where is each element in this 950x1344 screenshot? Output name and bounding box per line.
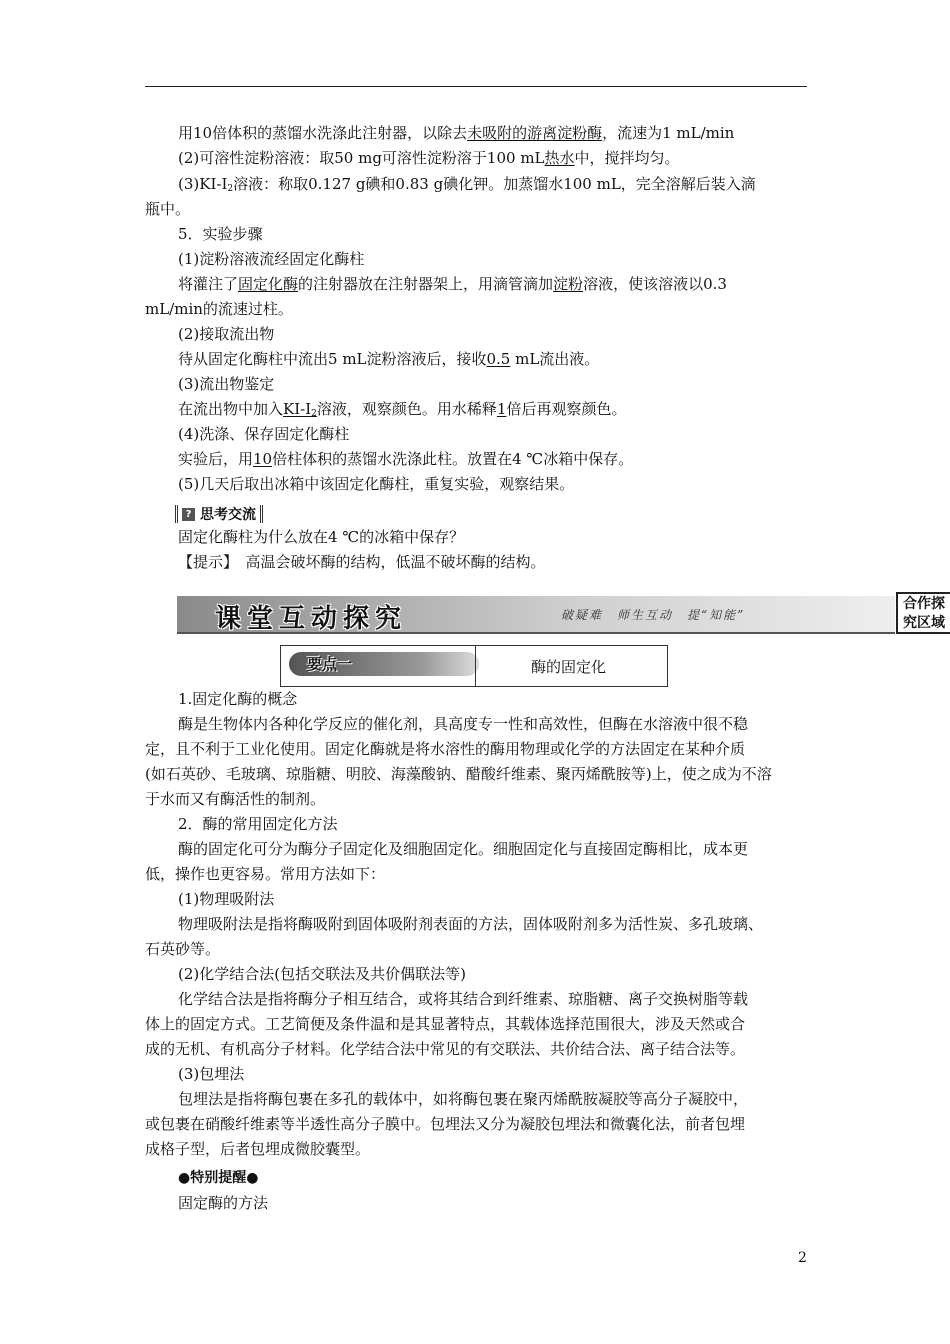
- body-line: 包埋法是指将酶包裹在多孔的载体中，如将酶包裹在聚丙烯酰胺凝胶等高分子凝胶中，: [178, 1090, 749, 1108]
- text-line: (2)可溶性淀粉溶液：取50 mg可溶性淀粉溶于100 mL热水中，搅拌均匀。: [178, 149, 680, 167]
- text-line: (5)几天后取出冰箱中该固定化酶柱，重复实验，观察结果。: [178, 475, 575, 493]
- text-line: (2)接取流出物: [178, 325, 275, 343]
- body-heading: 1.固定化酶的概念: [178, 690, 298, 708]
- keypoint-title: 酶的固定化: [531, 658, 607, 676]
- question-text: 固定化酶柱为什么放在4 ℃的冰箱中保存？: [178, 528, 465, 546]
- keypoint-box: [280, 645, 668, 687]
- body-line: 于水而又有酶活性的制剂。: [145, 790, 326, 808]
- hint-text: 【提示】 高温会破坏酶的结构，低温不破坏酶的结构。: [178, 553, 546, 571]
- body-line: 物理吸附法是指将酶吸附到固体吸附剂表面的方法，固体吸附剂多为活性炭、多孔玻璃、: [178, 915, 764, 933]
- banner-title: 课堂互动探究: [215, 604, 408, 634]
- body-line: (如石英砂、毛玻璃、琼脂糖、明胶、海藻酸钠、醋酸纤维素、聚丙烯酰胺等)上，使之成为不溶: [145, 765, 772, 783]
- text-line: 用10倍体积的蒸馏水洗涤此注射器，以除去未吸附的游离淀粉酶，流速为1 mL/min: [178, 124, 735, 142]
- header-rule: [145, 86, 807, 87]
- body-line: 成的无机、有机高分子材料。化学结合法中常见的有交联法、共价结合法、离子结合法等。: [145, 1040, 746, 1058]
- body-subheading: (1)物理吸附法: [178, 890, 275, 908]
- body-line: 定，且不利于工业化使用。固定化酶就是将水溶性的酶用物理或化学的方法固定在某种介质: [145, 740, 746, 758]
- question-icon: ?: [182, 508, 195, 521]
- body-line: 体上的固定方式。工艺简便及条件温和是其显著特点，其载体选择范围很大，涉及天然或合: [145, 1015, 746, 1033]
- text-line: (4)洗涤、保存固定化酶柱: [178, 425, 350, 443]
- body-line: 酶的固定化可分为酶分子固定化及细胞固定化。细胞固定化与直接固定酶相比，成本更: [178, 840, 749, 858]
- body-heading: 2．酶的常用固定化方法: [178, 815, 338, 833]
- body-line: 酶是生物体内各种化学反应的催化剂，具高度专一性和高效性，但酶在水溶液中很不稳: [178, 715, 749, 733]
- text-line: $(3)KI-I_2$溶液：称取0.127 g碘和0.83 g碘化钾。加蒸馏水100 mL，完全溶解后装入滴: [178, 175, 756, 194]
- text-line: 瓶中。: [145, 200, 191, 218]
- think-exchange-label: ? 思考交流: [175, 505, 263, 523]
- section-banner: [177, 596, 895, 634]
- keypoint-divider: [475, 646, 476, 686]
- body-line: 或包裹在硝酸纤维素等半透性高分子膜中。包埋法又分为凝胶包埋法和微囊化法，前者包埋: [145, 1115, 746, 1133]
- body-line: 固定酶的方法: [178, 1194, 269, 1212]
- text-line: 待从固定化酶柱中流出5 mL淀粉溶液后，接收0.5 mL流出液。: [178, 350, 600, 368]
- body-line: 低，操作也更容易。常用方法如下：: [145, 865, 386, 883]
- keypoint-label: 要点一: [289, 652, 479, 676]
- special-reminder-label: ●特别提醒●: [178, 1170, 259, 1186]
- body-subheading: (3)包埋法: [178, 1065, 245, 1083]
- side-tab: 合作探 究区域: [896, 592, 950, 634]
- step-heading: 5．实验步骤: [178, 225, 263, 243]
- text-line: 在流出物中加入$KI-I_2$溶液，观察颜色。用水稀释1倍后再观察颜色。: [178, 400, 627, 419]
- text-line: (3)流出物鉴定: [178, 375, 275, 393]
- text-line: (1)淀粉溶液流经固定化酶柱: [178, 250, 365, 268]
- page-number: 2: [798, 1250, 807, 1266]
- body-line: 化学结合法是指将酶分子相互结合，或将其结合到纤维素、琼脂糖、离子交换树脂等载: [178, 990, 749, 1008]
- body-line: 石英砂等。: [145, 940, 221, 958]
- body-line: 成格子型，后者包埋成微胶囊型。: [145, 1140, 371, 1158]
- banner-subtitle: 破疑难 师生互动 提“知能”: [561, 608, 746, 622]
- body-subheading: (2)化学结合法(包括交联法及共价偶联法等): [178, 965, 466, 983]
- text-line: mL/min的流速过柱。: [145, 300, 293, 318]
- text-line: 将灌注了固定化酶的注射器放在注射器架上，用滴管滴加淀粉溶液，使该溶液以0.3: [178, 275, 727, 293]
- text-line: 实验后，用10倍柱体积的蒸馏水洗涤此柱。放置在4 ℃冰箱中保存。: [178, 450, 634, 468]
